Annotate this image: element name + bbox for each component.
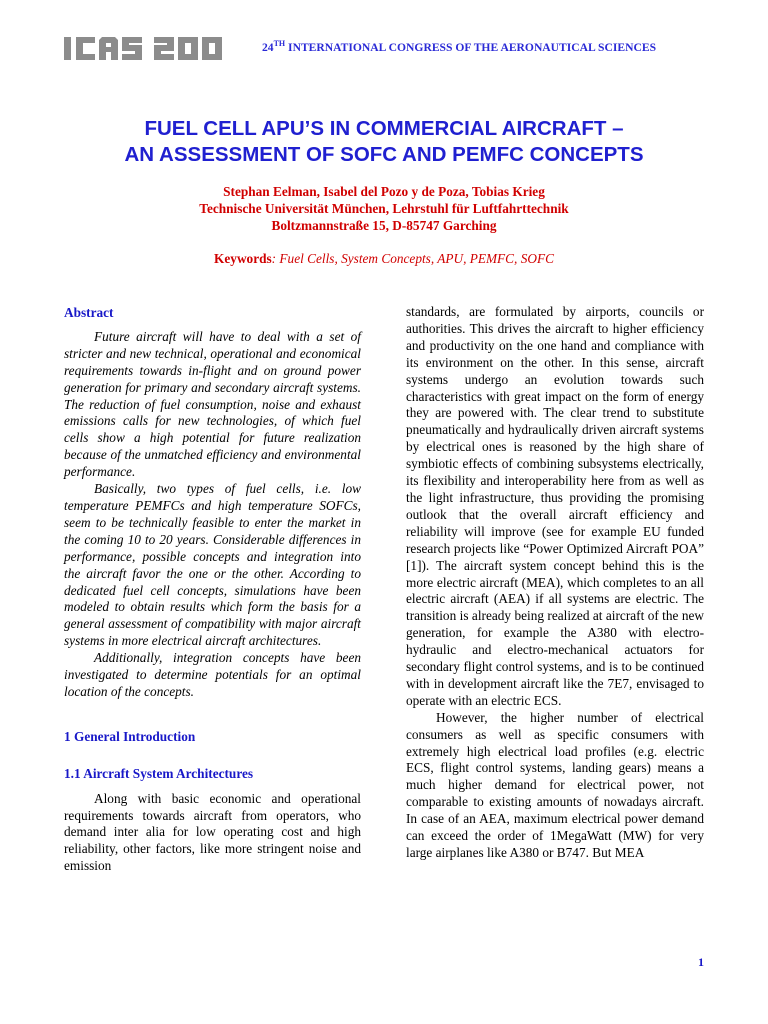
author-names: Stephan Eelman, Isabel del Pozo y de Poza, Tobias Krieg	[223, 184, 545, 199]
page-header	[64, 33, 710, 69]
title-line-1: FUEL CELL APU’S IN COMMERCIAL AIRCRAFT –	[144, 117, 624, 140]
title-line-2: AN ASSESSMENT OF SOFC AND PEMFC CONCEPTS	[124, 143, 644, 166]
subsection-heading: 1.1 Aircraft System Architectures	[64, 765, 254, 781]
paper-title	[40, 116, 728, 168]
author-address: Boltzmannstraße 15, D-85747 Garching	[271, 218, 497, 233]
icas-logo	[64, 35, 234, 63]
body-paragraph: standards, are formulated by airports, councils or authorities. This drives the aircraft to higher efficiency and productivity on the one hand and compliance with its environment on the other. In this sense, aircraft systems undergo an evolution towards such characteristics with great impact on the form of energy they are powered with. The clear trend to substitute pneumatically and hydraulically driven aircraft systems by electrical ones is reasoned by the high share of symbiotic effects of combining subsystems electrically, its flexibility and interoperability here from as well as the light infrastructure, thus providing the promising outlook that the overall aircraft efficiency and reliability will improve (see for example EU funded research projects like “Power Optimized Aircraft POA” [1]). The aircraft system concept behind this is the more electric aircraft (MEA), which completes to an all electric aircraft (AEA) if all systems are electric. The transition is already being realized at aircraft of the new generation, for example the A380 with electro-hydraulic and electro-mechanical actuators for secondary flight control systems, and is to be continued with in development aircraft like the 7E7, envisaged to operate with an electric ECS.	[406, 304, 704, 708]
congress-ordinal-suffix: TH	[273, 39, 286, 48]
section-heading: 1 General Introduction	[64, 728, 196, 744]
congress-title	[262, 39, 710, 54]
abstract-paragraph: Future aircraft will have to deal with a set of stricter and new technical, operational and economical requirements towards in-flight and on ground power generation for primary and secondary aircraft systems. The reduction of fuel consumption, noise and exhaust emissions calls for new technologies, of which fuel cells show a high potential for future realization because of the unmatched efficiency and environmental performance.	[64, 328, 361, 480]
congress-name: INTERNATIONAL CONGRESS OF THE AERONAUTICAL SCIENCES	[285, 40, 657, 54]
author-affiliation: Technische Universität München, Lehrstuhl für Luftfahrttechnik	[199, 201, 569, 216]
keywords-list: : Fuel Cells, System Concepts, APU, PEMFC, SOFC	[271, 251, 554, 266]
congress-ordinal: 24	[262, 40, 274, 54]
left-column	[64, 305, 361, 875]
right-column	[406, 304, 704, 862]
keywords-line	[40, 251, 728, 267]
abstract-heading: Abstract	[64, 305, 114, 320]
author-block	[40, 183, 728, 234]
abstract-paragraph: Additionally, integration concepts have been investigated to determine potentials for an optimal location of the concepts.	[64, 650, 361, 699]
page-number: 1	[698, 955, 704, 969]
keywords-label: Keywords	[214, 251, 272, 266]
body-paragraph: However, the higher number of electrical consumers as well as specific consumers with extremely high electrical load profiles (e.g. electric ECS, flight control systems, landing gears) means a much higher demand for electrical power, not comparable to existing amounts of nowadays aircraft. In case of an AEA, maximum electrical power demand can exceed the order of 1MegaWatt (MW) for very large airplanes like A380 or B747. But MEA	[406, 709, 704, 860]
abstract-paragraph: Basically, two types of fuel cells, i.e. low temperature PEMFCs and high temperature SOFCs, seem to be technically feasible to enter the market in the coming 10 to 20 years. Considerable differences in performance, possible concepts and integration into the aircraft favor the one or the other. According to dedicated fuel cell concepts, simulations have been modeled to obtain results which form the basis for a general assessment of compatibility with major aircraft systems in more electrical aircraft architectures.	[64, 481, 361, 649]
body-paragraph: Along with basic economic and operational requirements towards aircraft from operators, who demand inter alia for low operating cost and high reliability, other factors, like more stringent noise and emission	[64, 790, 361, 874]
